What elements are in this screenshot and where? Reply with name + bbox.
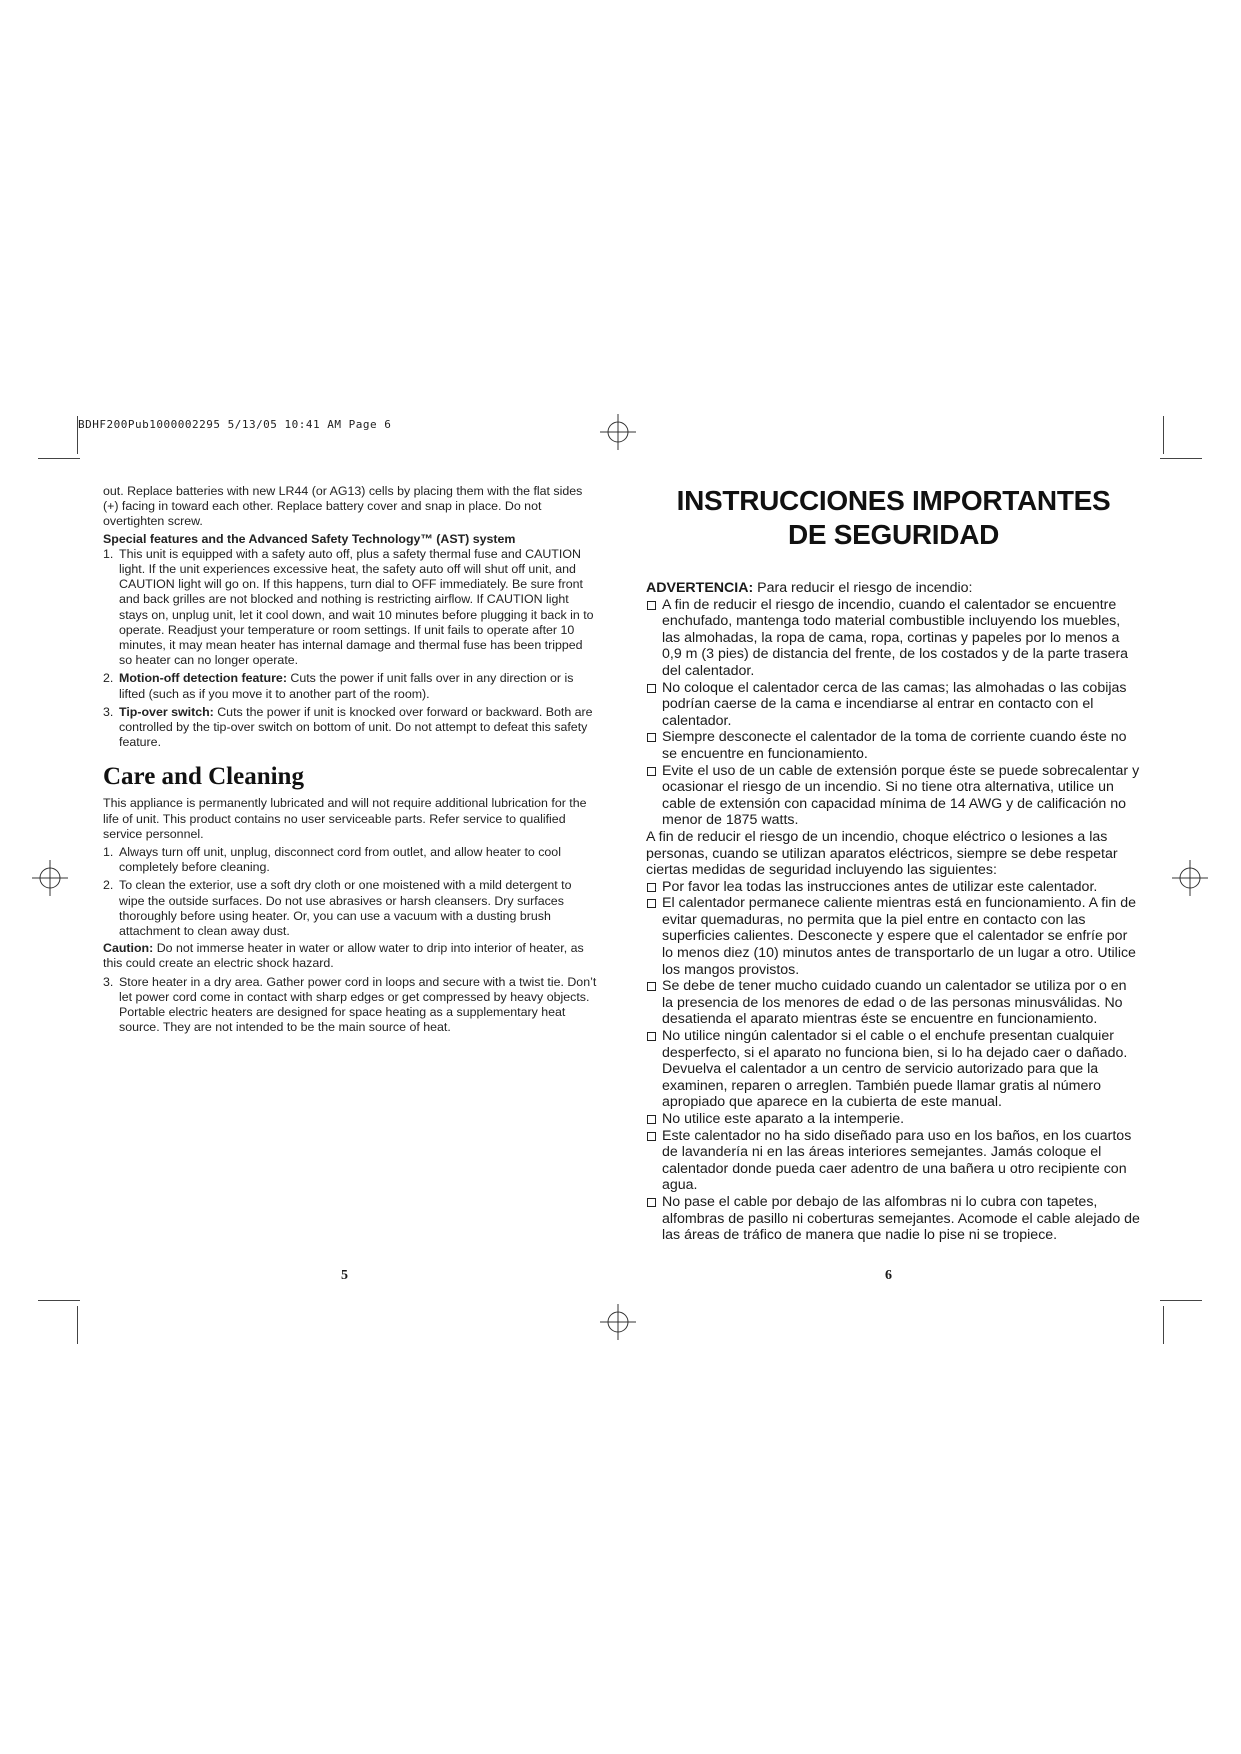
list-item — [646, 1028, 1141, 1111]
caution-text: Do not immerse heater in water or allow water to drip into interior of heater, as this could create an electric shock hazard. — [103, 941, 584, 971]
item-text: Este calentador no ha sido diseñado para uso en los baños, en los cuartos de lavandería ni en las áreas interiores semejantes. Jamás coloque el calentador donde pueda caer adentro de una bañera u otro recipiente con agua. — [662, 1127, 1132, 1194]
battery-intro: out. Replace batteries with new LR44 (or AG13) cells by placing them with the flat sides (+) facing in toward each other. Replace battery cover and snap in place. Do not overtighten screw. — [103, 484, 583, 529]
title-line-1: INSTRUCCIONES IMPORTANTES — [676, 485, 1111, 516]
item-text: No pase el cable por debajo de las alfombras ni lo cubra con tapetes, alfombras de pasillo ni coberturas semejantes. Acomode el cable alejado de las áreas de tráfico de manera que nadie lo pise ni se tropiece. — [662, 1193, 1140, 1244]
warning-line — [646, 580, 1141, 597]
item-text: Always turn off unit, unplug, disconnect cord from outlet, and allow heater to cool completely before cleaning. — [119, 845, 561, 875]
special-features-list — [103, 547, 598, 751]
list-item — [103, 705, 598, 751]
item-text: Por favor lea todas las instrucciones antes de utilizar este calentador. — [662, 878, 1098, 895]
caution-label: Caution: — [103, 941, 154, 956]
list-item — [646, 1194, 1141, 1244]
item-number: 3. — [103, 974, 114, 989]
printer-slug: BDHF200Pub1000002295 5/13/05 10:41 AM Page 6 — [78, 418, 392, 431]
list-item — [103, 975, 598, 1036]
list-item — [103, 845, 598, 875]
item-text: A fin de reducir el riesgo de incendio, cuando el calentador se encuentre enchufado, mantenga todo material combustible incluyendo los muebles, las almohadas, la ropa de cama, ropa, cortinas y papeles por lo menos a 0,9 m (3 pies) de distancia del frente, de los costados y de la parte trasera del calentador. — [662, 596, 1129, 679]
item-text: Siempre desconecte el calentador de la toma de corriente cuando éste no se encuentre en funcionamiento. — [662, 729, 1127, 762]
checkbox-bullet-icon — [647, 684, 656, 693]
list-item — [646, 597, 1141, 680]
item-text: To clean the exterior, use a soft dry cloth or one moistened with a mild detergent to wipe the outside surfaces. Do not use abrasives or harsh cleansers. Dry surfaces thoroughly before using heater. Or, you can use a vacuum with a dusting brush attachment to clean away dust. — [119, 878, 572, 939]
item-bold-label: Tip-over switch: — [119, 704, 214, 719]
list-item — [103, 547, 598, 669]
caution-note — [103, 941, 598, 971]
item-number: 2. — [103, 878, 114, 893]
item-text: Evite el uso de un cable de extensión porque éste se puede sobrecalentar y ocasionar el riesgo de un incendio. Si no tiene otra alternativa, utilice un cable de extensión con capacidad mínima de 14 AWG y de calificación no menor de 1875 watts. — [662, 762, 1140, 829]
list-item — [646, 680, 1141, 730]
item-text: Cuts the power if unit falls over in any direction or is lifted (such as if you move it to another part of the room). — [119, 671, 574, 701]
item-text: No coloque el calentador cerca de las camas; las almohadas o las cobijas podrían caerse de la cama e incendiarse al entrar en contacto con el calentador. — [662, 679, 1127, 729]
list-item — [103, 878, 598, 939]
right-page — [646, 484, 1141, 1244]
care-list — [103, 845, 598, 939]
checkbox-bullet-icon — [647, 899, 656, 908]
page-number-left: 5 — [341, 1268, 348, 1283]
safety-list-a — [646, 597, 1141, 829]
item-bold-label: Motion-off detection feature: — [119, 671, 287, 686]
item-number: 2. — [103, 671, 114, 686]
item-text: Cuts the power if unit is knocked over forward or backward. Both are controlled by the tip-over switch on bottom of unit. Do not attempt to defeat this safety feature. — [119, 704, 593, 750]
checkbox-bullet-icon — [647, 1132, 656, 1141]
safety-list-b — [646, 879, 1141, 1244]
list-item — [646, 729, 1141, 762]
registration-mark-right — [1172, 860, 1208, 896]
list-item — [646, 1128, 1141, 1194]
page-number-right: 6 — [885, 1268, 892, 1283]
checkbox-bullet-icon — [647, 601, 656, 610]
checkbox-bullet-icon — [647, 1032, 656, 1041]
list-item — [646, 895, 1141, 978]
registration-mark-top — [600, 414, 636, 450]
list-item — [103, 671, 598, 701]
item-text: No utilice este aparato a la intemperie. — [662, 1111, 905, 1127]
item-text: Store heater in a dry area. Gather power cord in loops and secure with a twist tie. Don’t let power cord come in contact with sharp edges or get compressed by heavy objects. Portable electric heaters are designed for space heating as a supplementary heat source. They are not intended to be the main source of heat. — [119, 974, 597, 1035]
spanish-title — [646, 484, 1141, 552]
warning-label: ADVERTENCIA: — [646, 580, 754, 596]
item-text: Se debe de tener mucho cuidado cuando un calentador se utiliza por o en la presencia de los menores de edad o de las personas minusválidas. No desatienda el aparato mientras éste se encuentre en funcionamiento. — [662, 978, 1127, 1028]
list-item — [646, 978, 1141, 1028]
care-list-continued — [103, 975, 598, 1036]
middle-paragraph: A fin de reducir el riesgo de un incendio, choque eléctrico o lesiones a las personas, cuando se utilizan aparatos eléctricos, siempre se debe respetar ciertas medidas de seguridad incluyendo las siguientes: — [646, 828, 1118, 879]
checkbox-bullet-icon — [647, 883, 656, 892]
registration-mark-left — [32, 860, 68, 896]
item-number: 1. — [103, 845, 114, 860]
checkbox-bullet-icon — [647, 1198, 656, 1207]
list-item — [646, 879, 1141, 896]
special-features-heading: Special features and the Advanced Safety Technology™ (AST) system — [103, 531, 516, 546]
checkbox-bullet-icon — [647, 767, 656, 776]
care-intro: This appliance is permanently lubricated and will not require additional lubrication for the life of unit. This product contains no user serviceable parts. Refer service to qualified service personnel. — [103, 796, 587, 841]
item-text: This unit is equipped with a safety auto off, plus a safety thermal fuse and CAUTION light. If the unit experiences excessive heat, the safety auto off will shut off unit, and CAUTION light will go on. If this happens, turn dial to OFF immediately. Be sure front and back grilles are not blocked and nothing is restricting airflow. If CAUTION light stays on, unplug unit, let it cool down, and wait 10 minutes before plugging it back in to operate. Readjust your temperature or room settings. If unit fails to operate after 10 minutes, it may mean heater has internal damage and thermal fuse has been tripped so heater can no longer operate. — [119, 546, 594, 668]
item-text: El calentador permanece caliente mientras está en funcionamiento. A fin de evitar quemaduras, no permita que la piel entre en contacto con las superficies calientes. Desconecte y espere que el calentador se enfríe por lo menos diez (10) minutos antes de transportarlo de un lugar a otro. Utilice los mangos provistos. — [662, 895, 1136, 978]
title-line-2: DE SEGURIDAD — [787, 519, 1000, 550]
warning-text: Para reducir el riesgo de incendio: — [753, 580, 973, 596]
list-item — [646, 1111, 1141, 1128]
checkbox-bullet-icon — [647, 733, 656, 742]
item-text: No utilice ningún calentador si el cable o el enchufe presentan cualquier desperfecto, si el aparato no funciona bien, si lo ha dejado caer o dañado. Devuelva el calentador a un centro de servicio autorizado para que la examinen, reparen o arreglen. También puede llamar gratis al número apropiado que aparece en la cubierta de este manual. — [662, 1028, 1128, 1111]
left-page — [103, 484, 598, 1036]
checkbox-bullet-icon — [647, 982, 656, 991]
item-number: 3. — [103, 704, 114, 719]
registration-mark-bottom — [600, 1304, 636, 1340]
checkbox-bullet-icon — [647, 1115, 656, 1124]
list-item — [646, 763, 1141, 829]
care-cleaning-heading: Care and Cleaning — [103, 763, 304, 791]
item-number: 1. — [103, 546, 114, 561]
